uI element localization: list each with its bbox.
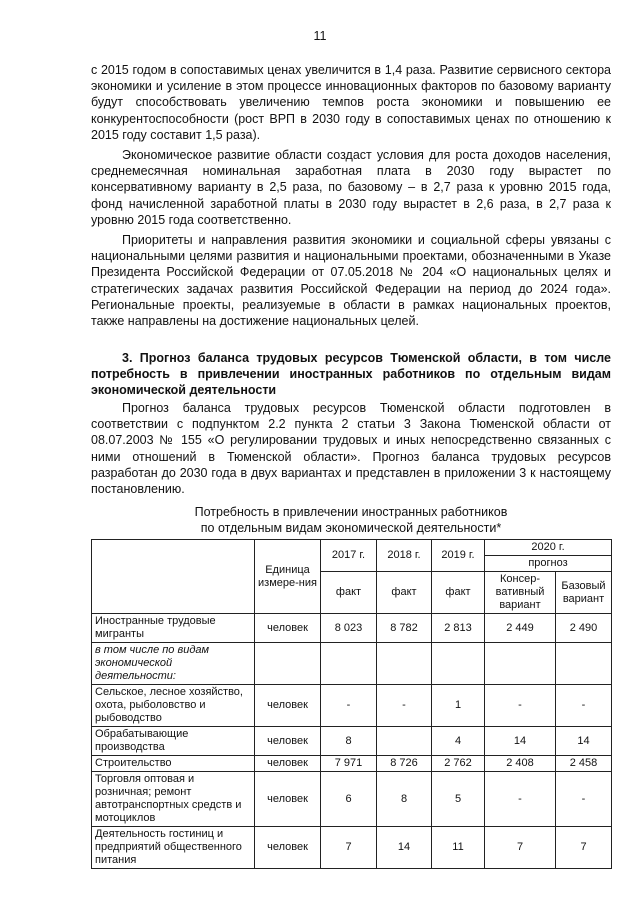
cell-2020-base: -: [556, 772, 612, 827]
cell-2017: [321, 643, 377, 685]
cell-2020-conservative: 14: [485, 727, 556, 756]
cell-2018: 14: [377, 827, 432, 869]
row-label: Обрабатывающие производства: [92, 727, 255, 756]
table-row: [92, 827, 612, 869]
cell-2017: 8: [321, 727, 377, 756]
cell-2018: [377, 643, 432, 685]
cell-2017: 7: [321, 827, 377, 869]
paragraph-1: с 2015 годом в сопоставимых ценах увеличится в 1,4 раза. Развитие сервисного сектора экономики и усиление в этом процессе инновационных факторов по базовому варианту будут способствовать увеличению темпов роста экономики и повышению ее конкурентоспособности (рост ВРП в 2030 году в сопоставимых ценах по отношению к 2015 году составит 1,5 раза).: [91, 63, 611, 142]
paragraph-3: Приоритеты и направления развития экономики и социальной сферы увязаны с национальными целями развития и национальными проектами, обозначенными в Указе Президента Российской Федерации от 07.05.2018 № 204 «О национальных целях и стратегических задачах развития Российской Федерации на период до 2024 года». Региональные проекты, реализуемые в области в рамках национальных проектов, также направлены на достижение национальных целей.: [91, 233, 611, 329]
cell-2020-base: -: [556, 685, 612, 727]
header-fact-2018: факт: [377, 572, 432, 614]
section-heading: 3. Прогноз баланса трудовых ресурсов Тюменской области, в том числе потребность в привлечении иностранных работников по отдельным видам экономической деятельности: [91, 351, 611, 398]
row-label: Торговля оптовая и розничная; ремонт автотранспортных средств и мотоциклов: [92, 772, 255, 827]
header-empty-cell: [92, 540, 255, 614]
cell-2020-base: 7: [556, 827, 612, 869]
paragraph-4: Прогноз баланса трудовых ресурсов Тюменской области подготовлен в соответствии с подпунктом 2.2 пункта 2 статьи 3 Закона Тюменской области от 08.07.2003 № 155 «О регулировании трудовых и иных непосредственно связанных с ними отношений в Тюменской области». Прогноз баланса трудовых ресурсов разработан до 2030 года в двух вариантах и представлен в приложении 3 к настоящему постановлению.: [91, 401, 611, 497]
cell-2019: 1: [432, 685, 485, 727]
header-forecast: прогноз: [485, 556, 612, 572]
header-fact-2019: факт: [432, 572, 485, 614]
row-unit: человек: [255, 685, 321, 727]
cell-2020-base: 2 458: [556, 756, 612, 772]
cell-2020-conservative: 7: [485, 827, 556, 869]
table-row: [92, 756, 612, 772]
row-unit: [255, 643, 321, 685]
cell-2020-conservative: [485, 643, 556, 685]
cell-2018: 8 726: [377, 756, 432, 772]
cell-2018: [377, 727, 432, 756]
row-unit: человек: [255, 756, 321, 772]
cell-2017: 7 971: [321, 756, 377, 772]
header-conservative: Консер-вативный вариант: [485, 572, 556, 614]
table-caption-line-2: по отдельным видам экономической деятельности*: [200, 521, 502, 535]
header-2019: 2019 г.: [432, 540, 485, 572]
cell-2019: 11: [432, 827, 485, 869]
paragraph-2: Экономическое развитие области создаст условия для роста доходов населения, среднемесячная номинальная заработная плата в 2030 году вырастет по консервативному варианту в 2,5 раза, по базовому – в 2,7 раза к уровню 2015 года, фонд начисленной заработной платы в 2030 году вырастет в 2,6 раза, в 2,7 раза к уровню 2015 года соответственно.: [91, 148, 611, 227]
row-unit: человек: [255, 614, 321, 643]
row-label: Строительство: [92, 756, 255, 772]
row-label: Сельское, лесное хозяйство, охота, рыболовство и рыбоводство: [92, 685, 255, 727]
table-caption: [91, 504, 611, 536]
cell-2017: 8 023: [321, 614, 377, 643]
cell-2018: 8: [377, 772, 432, 827]
cell-2020-conservative: -: [485, 685, 556, 727]
row-label: Иностранные трудовые мигранты: [92, 614, 255, 643]
foreign-workers-table: [91, 539, 612, 869]
cell-2020-base: [556, 643, 612, 685]
cell-2019: 2 813: [432, 614, 485, 643]
cell-2020-conservative: -: [485, 772, 556, 827]
cell-2018: 8 782: [377, 614, 432, 643]
header-2018: 2018 г.: [377, 540, 432, 572]
row-unit: человек: [255, 827, 321, 869]
header-2017: 2017 г.: [321, 540, 377, 572]
cell-2020-base: 2 490: [556, 614, 612, 643]
header-base: Базовый вариант: [556, 572, 612, 614]
cell-2018: -: [377, 685, 432, 727]
row-unit: человек: [255, 772, 321, 827]
table-row: [92, 614, 612, 643]
cell-2017: -: [321, 685, 377, 727]
cell-2020-base: 14: [556, 727, 612, 756]
cell-2020-conservative: 2 408: [485, 756, 556, 772]
table-caption-line-1: Потребность в привлечении иностранных работников: [194, 505, 508, 519]
row-label: в том числе по видам экономической деятельности:: [92, 643, 255, 685]
row-unit: человек: [255, 727, 321, 756]
cell-2020-conservative: 2 449: [485, 614, 556, 643]
header-fact-2017: факт: [321, 572, 377, 614]
cell-2019: 5: [432, 772, 485, 827]
table-row: [92, 685, 612, 727]
row-label: Деятельность гостиниц и предприятий общественного питания: [92, 827, 255, 869]
header-2020: 2020 г.: [485, 540, 612, 556]
page-number: 11: [313, 29, 327, 43]
table-row: [92, 643, 612, 685]
table-row: [92, 727, 612, 756]
cell-2019: [432, 643, 485, 685]
cell-2019: 4: [432, 727, 485, 756]
table-row: [92, 772, 612, 827]
header-unit: Единица измере-ния: [255, 540, 321, 614]
cell-2019: 2 762: [432, 756, 485, 772]
cell-2017: 6: [321, 772, 377, 827]
